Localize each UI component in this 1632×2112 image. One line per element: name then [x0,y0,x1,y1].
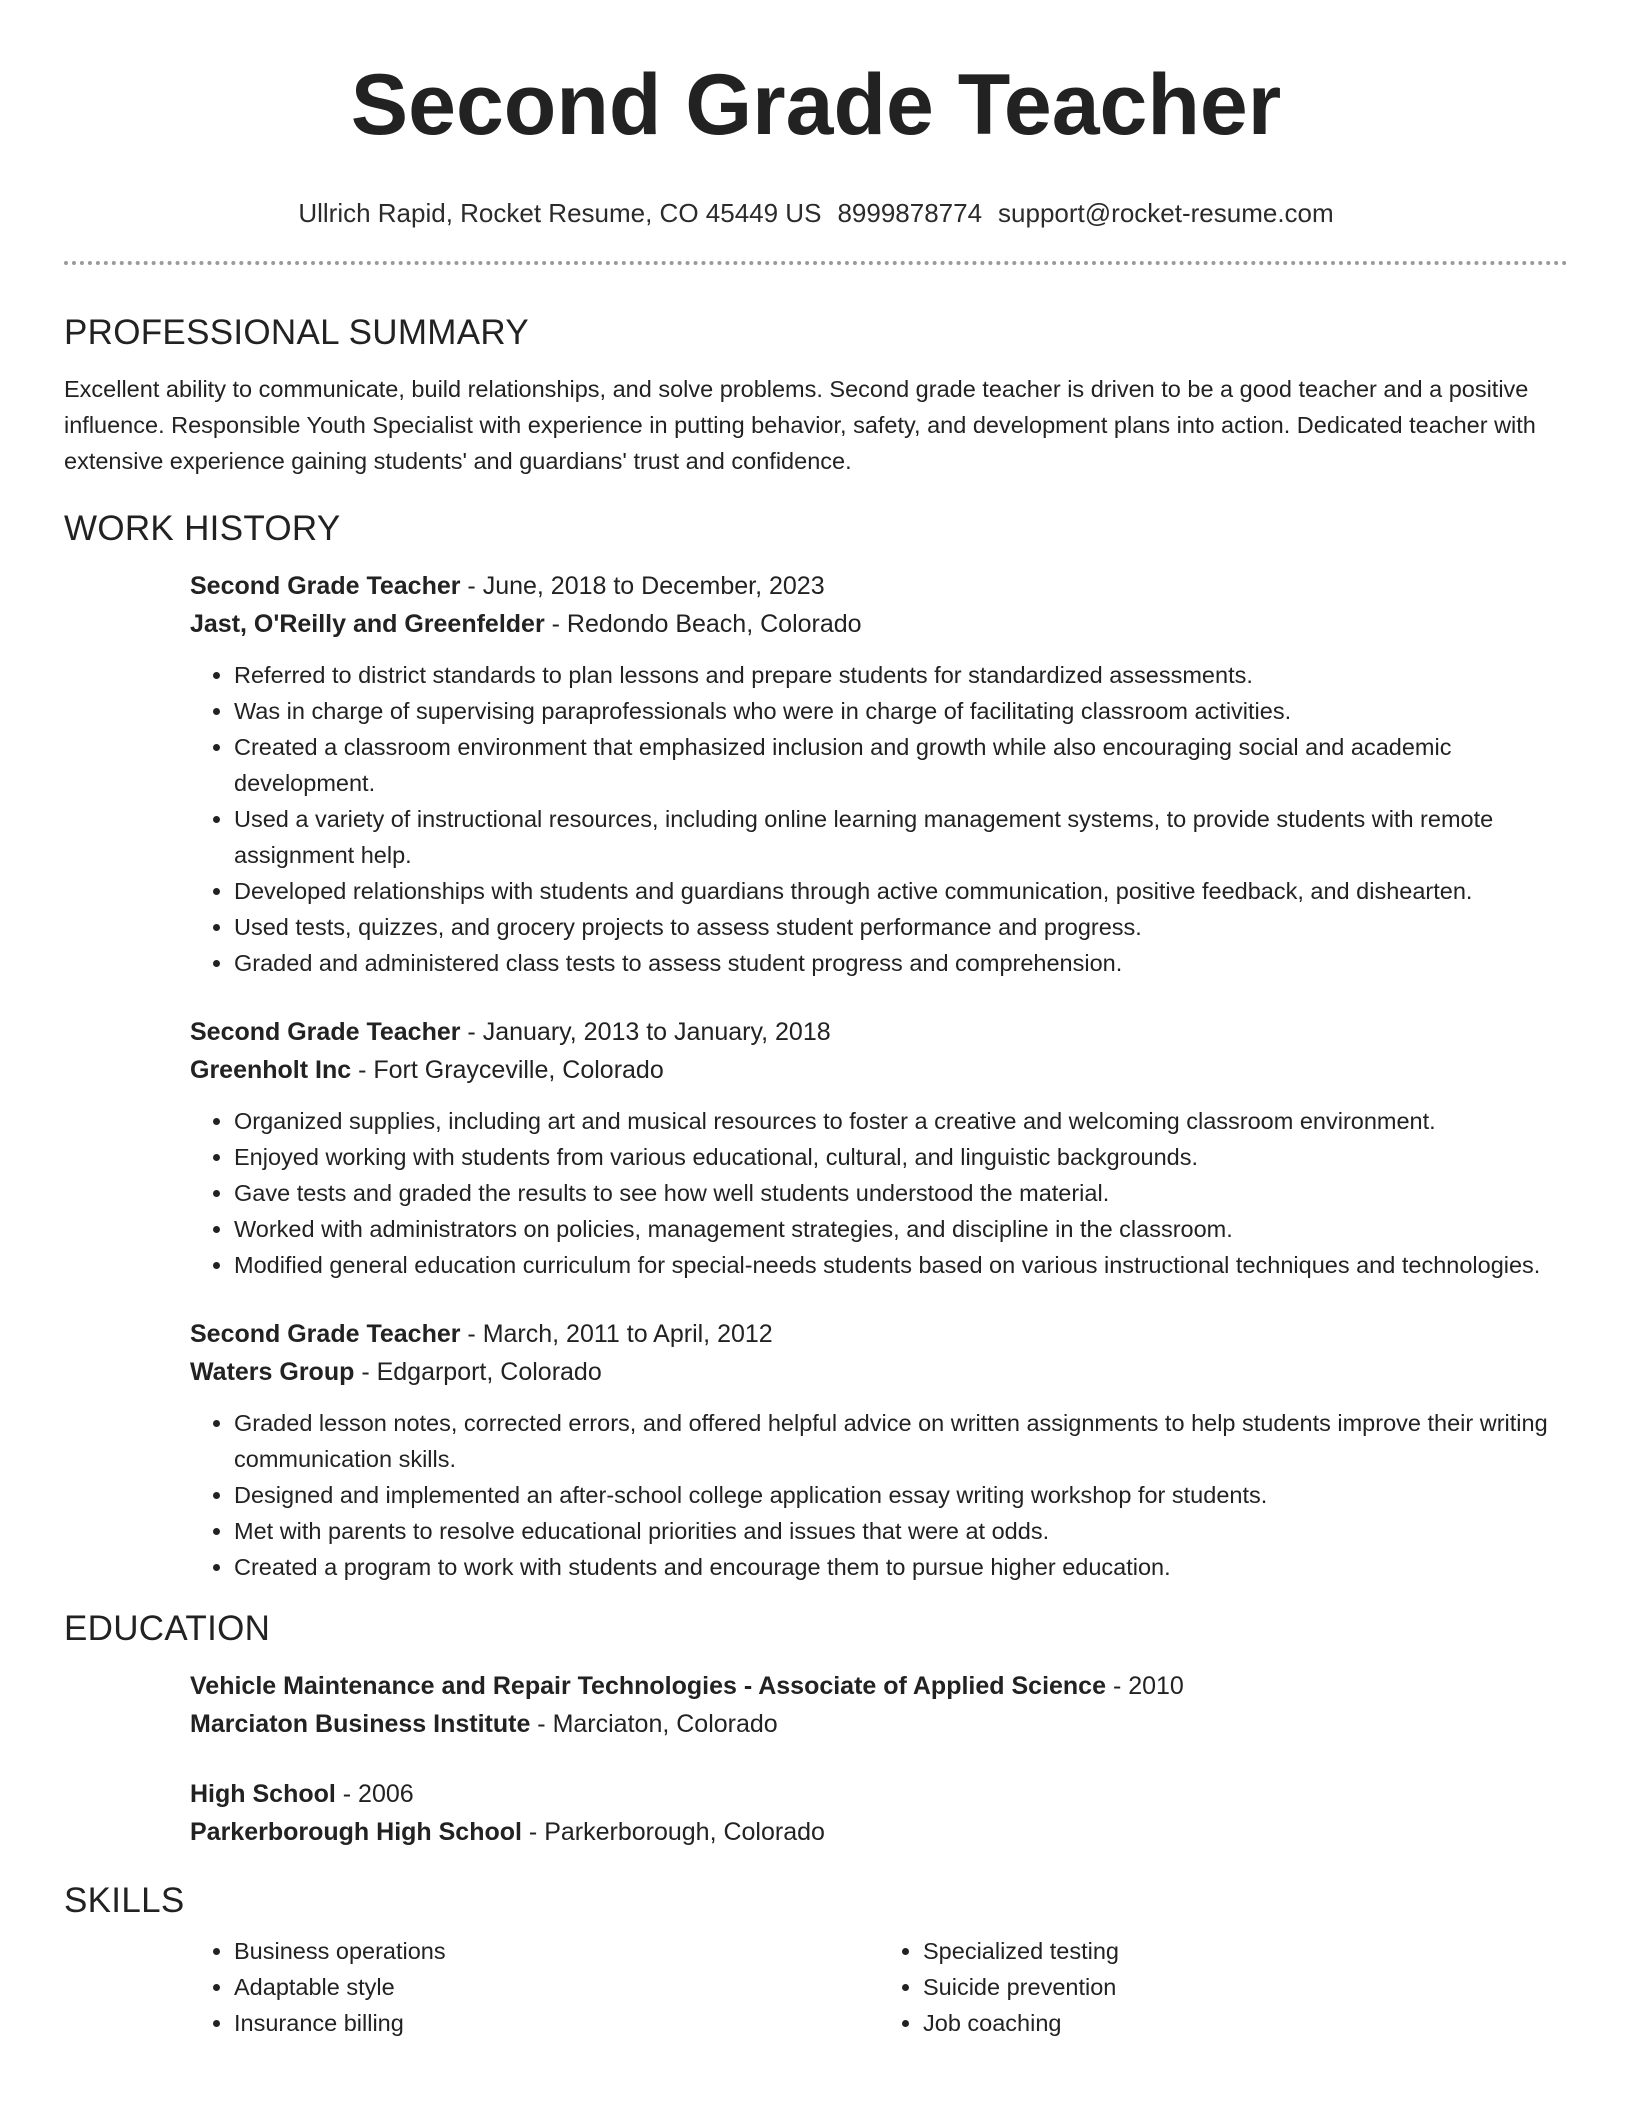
skills-column-left [190,1933,879,2041]
skills-heading: SKILLS [64,1881,185,1920]
job-bullet: • Designed and implemented an after-school college application essay writing workshop for students. [234,1477,1568,1513]
job-title-line [190,1013,1568,1051]
education-degree: High School [190,1780,336,1808]
education-year: - 2006 [335,1780,414,1808]
job-role: Second Grade Teacher [190,1320,461,1348]
job-bullet: • Was in charge of supervising paraprofessionals who were in charge of facilitating classroom activities. [234,693,1568,729]
job-bullet: • Referred to district standards to plan lessons and prepare students for standardized assessments. [234,657,1568,693]
education-location: - Parkerborough, Colorado [521,1818,825,1846]
job-bullet: • Gave tests and graded the results to see how well students understood the material. [234,1175,1568,1211]
job-bullets [190,1103,1568,1283]
job-bullets [190,657,1568,981]
job-bullet: • Worked with administrators on policies, management strategies, and discipline in the classroom. [234,1211,1568,1247]
job-role: Second Grade Teacher [190,572,461,600]
education-school-line [190,1813,1568,1851]
job-entry [190,1315,1568,1585]
skills-list [190,1933,1568,2041]
job-bullet: • Organized supplies, including art and musical resources to foster a creative and welcoming classroom environment. [234,1103,1568,1139]
contact-line [64,197,1568,229]
skill-item: • Specialized testing [923,1933,1568,1969]
job-company: Jast, O'Reilly and Greenfelder [190,610,545,638]
education-school: Parkerborough High School [190,1818,522,1846]
work-history-heading: WORK HISTORY [64,509,341,548]
education-school: Marciaton Business Institute [190,1710,531,1738]
job-bullets [190,1405,1568,1585]
education-school-line [190,1705,1568,1743]
job-bullet: • Modified general education curriculum for special-needs students based on various instructional techniques and technologies. [234,1247,1568,1283]
resume-page [64,0,1568,2041]
job-location: - Fort Grayceville, Colorado [351,1056,664,1084]
summary-text: Excellent ability to communicate, build relationships, and solve problems. Second grade teacher is driven to be a good teacher and a positive influence. Responsible Youth Specialist with experience in putting behavior, safety, and development plans into action. Dedicated teacher with extensive experience gaining students' and guardians' trust and confidence. [64,376,1536,474]
job-dates: - January, 2013 to January, 2018 [460,1018,831,1046]
job-role: Second Grade Teacher [190,1018,461,1046]
skill-item: • Job coaching [923,2005,1568,2041]
education-degree: Vehicle Maintenance and Repair Technologies - Associate of Applied Science [190,1672,1106,1700]
job-bullet: • Used a variety of instructional resources, including online learning management systems, to provide students with remote assignment help. [234,801,1568,873]
job-dates: - June, 2018 to December, 2023 [460,572,825,600]
job-bullet: • Developed relationships with students and guardians through active communication, positive feedback, and dishearten. [234,873,1568,909]
job-title-line [190,1315,1568,1353]
job-company-line [190,1051,1568,1089]
job-company-line [190,1353,1568,1391]
header-divider [64,261,1568,265]
job-title-line [190,567,1568,605]
contact-phone: 8999878774 [837,198,983,228]
education-entry [190,1775,1568,1851]
job-company-line [190,605,1568,643]
contact-email[interactable]: support@rocket-resume.com [998,198,1334,228]
job-bullet: • Used tests, quizzes, and grocery projects to assess student performance and progress. [234,909,1568,945]
job-location: - Edgarport, Colorado [354,1358,602,1386]
skill-item: • Adaptable style [234,1969,879,2005]
job-entry [190,567,1568,981]
skill-item: • Insurance billing [234,2005,879,2041]
job-bullet: • Created a program to work with students and encourage them to pursue higher education. [234,1549,1568,1585]
job-company: Waters Group [190,1358,355,1386]
summary-heading: PROFESSIONAL SUMMARY [64,313,529,352]
job-bullet: • Created a classroom environment that emphasized inclusion and growth while also encouraging social and academic development. [234,729,1568,801]
education-entry [190,1667,1568,1743]
job-bullet: • Graded and administered class tests to assess student progress and comprehension. [234,945,1568,981]
resume-title: Second Grade Teacher [350,57,1282,153]
job-location: - Redondo Beach, Colorado [544,610,862,638]
education-degree-line [190,1667,1568,1705]
education-year: - 2010 [1106,1672,1184,1700]
skill-item: • Business operations [234,1933,879,1969]
education-degree-line [190,1775,1568,1813]
job-dates: - March, 2011 to April, 2012 [460,1320,773,1348]
job-bullet: • Graded lesson notes, corrected errors, and offered helpful advice on written assignments to help students improve their writing communication skills. [234,1405,1568,1477]
education-location: - Marciaton, Colorado [530,1710,778,1738]
skills-column-right [879,1933,1568,2041]
job-company: Greenholt Inc [190,1056,352,1084]
job-bullet: • Met with parents to resolve educational priorities and issues that were at odds. [234,1513,1568,1549]
contact-address: Ullrich Rapid, Rocket Resume, CO 45449 US [298,198,822,228]
job-entry [190,1013,1568,1283]
skill-item: • Suicide prevention [923,1969,1568,2005]
job-bullet: • Enjoyed working with students from various educational, cultural, and linguistic backgrounds. [234,1139,1568,1175]
education-heading: EDUCATION [64,1609,271,1648]
